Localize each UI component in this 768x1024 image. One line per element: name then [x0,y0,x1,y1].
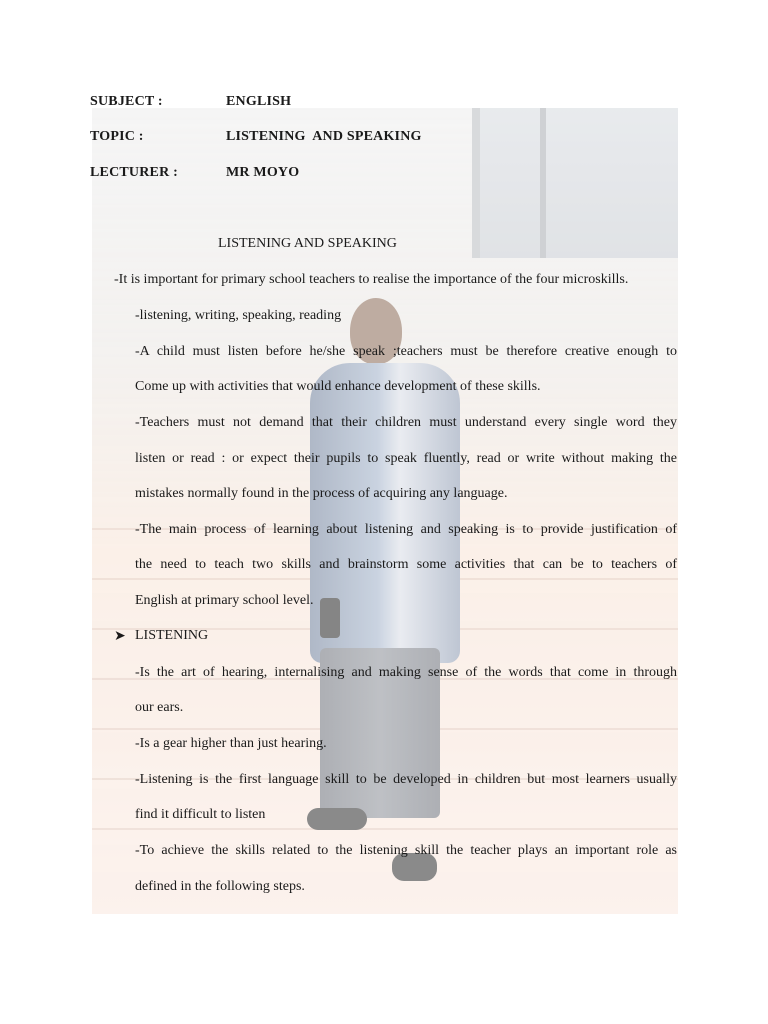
arrow-bullet-icon: ➤ [114,629,126,644]
intro-line: -It is important for primary school teachers to realise the importance of the four microskills. [114,272,629,287]
paragraph-line: mistakes normally found in the process of acquiring any language. [135,486,508,501]
paragraph-line: -Listening is the first language skill to be developed in children but most learners usually [135,772,677,787]
lecturer-value: MR MOYO [226,165,300,180]
paragraph-line: -The main process of learning about listening and speaking is to provide justification of [135,522,677,537]
paragraph-line: -A child must listen before he/she speak ;teachers must be therefore creative enough to [135,344,677,359]
paragraph-line: Come up with activities that would enhance development of these skills. [135,379,541,394]
paragraph-line: -Is the art of hearing, internalising and making sense of the words that come in through [135,665,677,680]
document-title: LISTENING AND SPEAKING [218,236,397,251]
paragraph-line: -To achieve the skills related to the listening skill the teacher plays an important role as [135,843,677,858]
paragraph-line: -Is a gear higher than just hearing. [135,736,327,751]
subject-label: SUBJECT : [90,94,163,109]
subject-value: ENGLISH [226,94,292,109]
paragraph-line: find it difficult to listen [135,807,266,822]
paragraph-line: defined in the following steps. [135,879,305,894]
paragraph-line: English at primary school level. [135,593,314,608]
paragraph-line: our ears. [135,700,184,715]
topic-label: TOPIC : [90,129,144,144]
topic-value: LISTENING AND SPEAKING [226,129,422,144]
paragraph-line: listen or read : or expect their pupils to speak fluently, read or write without making the [135,451,677,466]
lecturer-label: LECTURER : [90,165,178,180]
microskills-line: -listening, writing, speaking, reading [135,308,342,323]
paragraph-line: the need to teach two skills and brainstorm some activities that can be to teachers of [135,557,677,572]
paragraph-line: -Teachers must not demand that their children must understand every single word they [135,415,677,430]
listening-heading: LISTENING [135,628,209,643]
